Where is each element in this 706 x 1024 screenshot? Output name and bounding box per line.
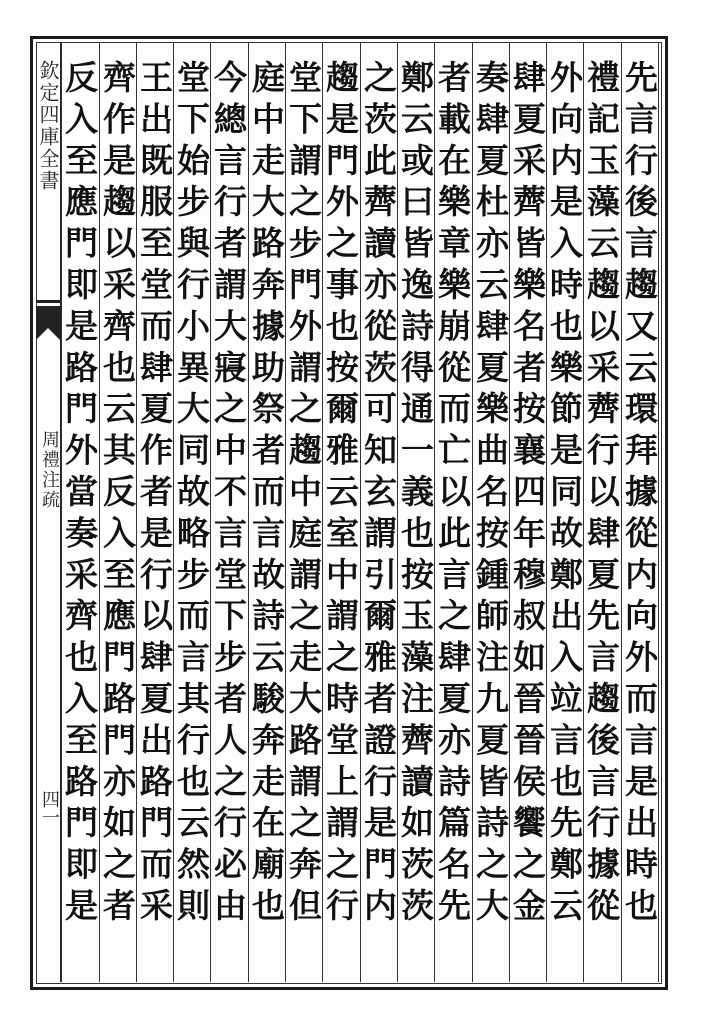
text-column: 王出既服至堂而肆夏作者是行以肆夏出路門而采 [135, 60, 174, 930]
text-column: 堂下始步與行小異大同故略步而言其行也云然則 [172, 60, 211, 930]
text-column: 鄭云或曰皆逸詩得通一義也按玉藻注薺讀如茨茨 [396, 60, 435, 930]
page-number: 四一 [39, 790, 60, 826]
text-column: 堂下謂之步門外謂之趨中庭謂之走大路謂之奔但 [284, 60, 323, 930]
text-column: 反入至應門即是路門外當奏采齊也入至路門即是 [60, 60, 99, 930]
text-column: 者載在樂章樂崩從而亡以此言之肆夏亦詩篇名先 [433, 60, 472, 930]
book-title: 周禮注疏 [39, 430, 60, 510]
text-column: 今總言行者謂大寢之中不言堂下步者人之行必由 [209, 60, 248, 930]
text-column: 之茨此薺讀亦從茨可知玄謂引爾雅者證行是門内 [359, 60, 398, 930]
text-column: 肆夏采薺皆樂名者按襄四年穆叔如晉晉侯饗之金 [508, 60, 547, 930]
text-column: 禮記玉藻云趨以采薺行以肆夏先言趨後言行據從 [582, 60, 621, 930]
collection-title: 欽定四庫全書 [36, 60, 60, 192]
text-column: 庭中走大路奔據助祭者而言故詩云駿奔走在廟也 [247, 60, 286, 930]
text-column: 先言行後言趨又云環拜據從内向外而言是出時也 [620, 60, 659, 930]
text-column: 趨是門外之事也按爾雅云室中謂之時堂上謂之行 [321, 60, 360, 930]
text-column: 齊作是趨以采齊也云其反入至應門路門亦如之者 [98, 60, 137, 930]
text-column: 外向内是入時也樂節是同故鄭出入竝言也先鄭云 [545, 60, 584, 930]
text-column: 奏肆夏杜亦云肆夏樂曲名按鍾師注九夏皆詩之大 [471, 60, 510, 930]
